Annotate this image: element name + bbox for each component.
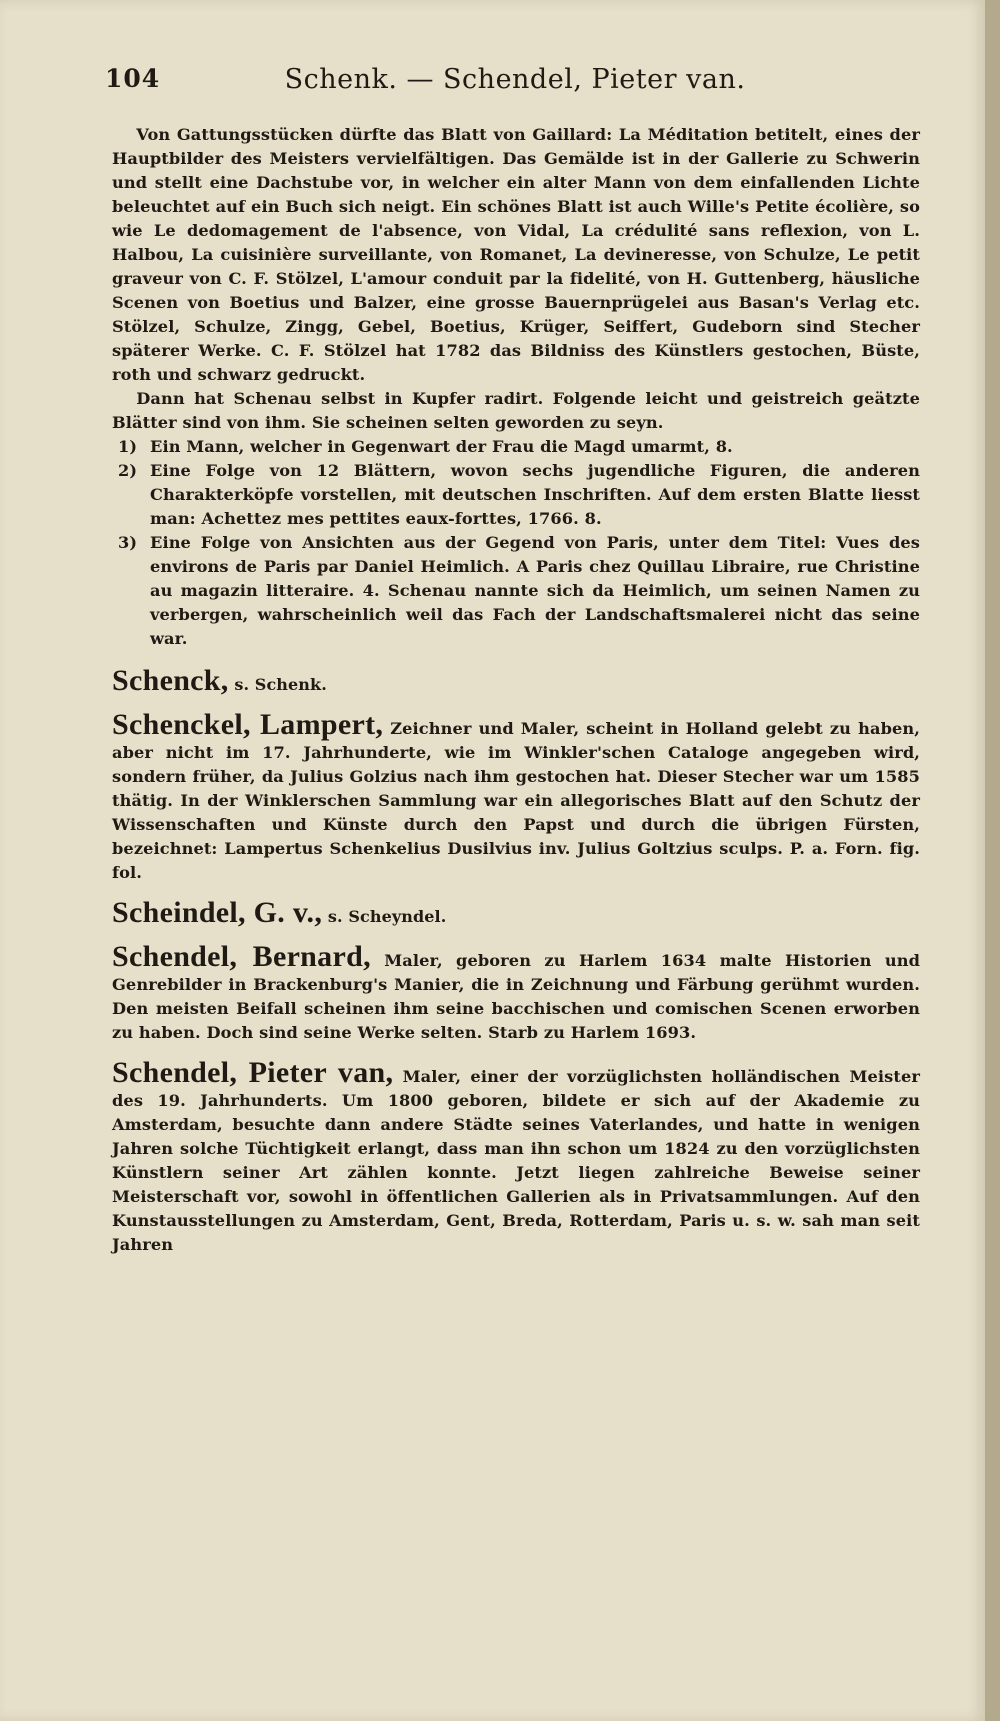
- entry-schendel-bernard: [112, 940, 920, 1045]
- page-header: [105, 64, 925, 108]
- list-item: [112, 435, 920, 459]
- etchings-list: [112, 435, 920, 651]
- list-number: 2): [118, 461, 138, 480]
- list-text: Ein Mann, welcher in Gegenwart der Frau die Magd umarmt, 8.: [150, 437, 733, 456]
- entry-heading: Schenckel, Lampert,: [112, 708, 384, 741]
- entry-text: Maler, geboren zu Harlem 1634 malte Historien und Genrebilder in Brackenburg's Manier, die in Zeichnung und Färbung gerühmt wurden. Den meisten Beifall scheinen ihm seine bacchischen und comischen Scenen erworben zu haben. Doch sind seine Werke selten. Starb zu Harlem 1693.: [112, 951, 920, 1042]
- list-text: Eine Folge von Ansichten aus der Gegend von Paris, unter dem Titel: Vues des environs de Paris par Daniel Heimlich. A Paris chez Quillau Libraire, rue Christine au magazin litteraire. 4. Schenau nannte sich da Heimlich, um seinen Namen zu verbergen, wahrscheinlich weil das Fach der Landschaftsmalerei nicht das seine war.: [150, 533, 920, 648]
- entry-text: s. Scheyndel.: [327, 907, 447, 926]
- entry-heading: Schendel, Bernard,: [112, 940, 371, 973]
- page-edge: [985, 0, 1000, 1721]
- entry-text: Zeichner und Maler, scheint in Holland gelebt zu haben, aber nicht im 17. Jahrhunderte, wie im Winkler'schen Cataloge angegeben wird, sondern früher, da Julius Golzius nach ihm gestochen hat. Dieser Stecher war um 1585 thätig. In der Winklerschen Sammlung war ein allegorisches Blatt auf den Schutz der Wissenschaften und Künste durch den Papst und durch die übrigen Fürsten, bezeichnet: Lampertus Schenkelius Dusilvius inv. Julius Goltzius sculps. P. a. Forn. fig. fol.: [112, 719, 920, 882]
- intro-paragraph: Von Gattungsstücken dürfte das Blatt von Gaillard: La Méditation betitelt, eines der Hauptbilder des Meisters vervielfältigen. Das Gemälde ist in der Gallerie zu Schwerin und stellt eine Dachstube vor, in welcher ein alter Mann von dem einfallenden Lichte beleuchtet auf ein Buch sich neigt. Ein schönes Blatt ist auch Wille's Petite écolière, so wie Le dedomagement de l'absence, von Vidal, La crédulité sans reflexion, von L. Halbou, La cuisinière surveillante, von Romanet, La devineresse, von Schulze, Le petit graveur von C. F. Stölzel, L'amour conduit par la fidelité, von H. Guttenberg, häusliche Scenen von Boetius und Balzer, eine grosse Bauernprügelei aus Basan's Verlag etc. Stölzel, Schulze, Zingg, Gebel, Boetius, Krüger, Seiffert, Gudeborn sind Stecher späterer Werke. C. F. Stölzel hat 1782 das Bildniss des Künstlers gestochen, Büste, roth und schwarz gedruckt.: [112, 125, 920, 384]
- entry-heading: Schendel, Pieter van,: [112, 1056, 394, 1089]
- list-item: [112, 531, 920, 651]
- entry-schenck: [112, 664, 920, 697]
- entry-schendel-pieter: [112, 1056, 920, 1257]
- list-item: [112, 459, 920, 531]
- entry-text: Maler, einer der vorzüglichsten holländischen Meister des 19. Jahrhunderts. Um 1800 geboren, bildete er sich auf der Akademie zu Amsterdam, besuchte dann andere Städte seines Vaterlandes, und hatte in wenigen Jahren solche Tüchtigkeit erlangt, dass man ihn schon um 1824 zu den vorzüglichsten Künstlern seiner Art zählen konnte. Jetzt liegen zahlreiche Beweise seiner Meisterschaft vor, sowohl in öffentlichen Gallerien als in Privatsammlungen. Auf den Kunstausstellungen zu Amsterdam, Gent, Breda, Rotterdam, Paris u. s. w. sah man seit Jahren: [112, 1067, 920, 1254]
- list-number: 3): [118, 533, 138, 552]
- page-number: 104: [105, 64, 161, 93]
- list-text: Eine Folge von 12 Blättern, wovon sechs jugendliche Figuren, die anderen Charakterköpfe vorstellen, mit deutschen Inschriften. Auf dem ersten Blatte liesst man: Achettez mes pettites eaux-forttes, 1766. 8.: [150, 461, 920, 528]
- entry-heading: Scheindel, G. v.,: [112, 896, 323, 929]
- entry-schenckel: [112, 708, 920, 885]
- entry-text: s. Schenk.: [234, 675, 327, 694]
- intro-paragraph: Dann hat Schenau selbst in Kupfer radirt. Folgende leicht und geistreich geätzte Blätter sind von ihm. Sie scheinen selten geworden zu seyn.: [112, 389, 920, 432]
- entry-heading: Schenck,: [112, 664, 229, 697]
- entry-scheindel: [112, 896, 920, 929]
- page-body: [112, 123, 920, 1257]
- list-number: 1): [118, 437, 138, 456]
- running-title: Schenk. — Schendel, Pieter van.: [284, 64, 746, 95]
